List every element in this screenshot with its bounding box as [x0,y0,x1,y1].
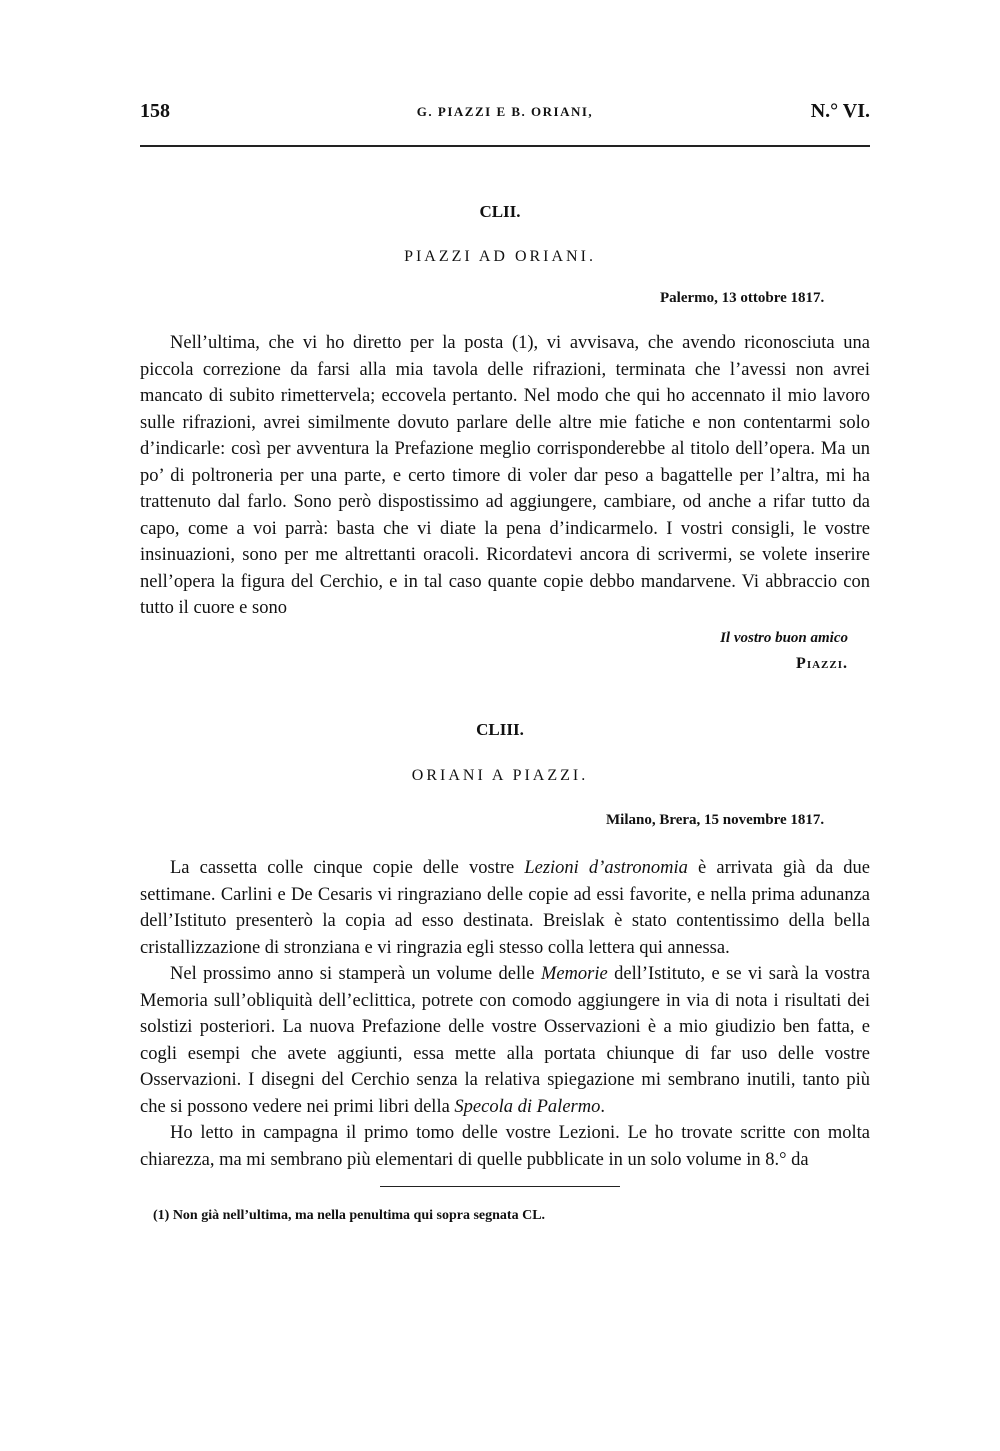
text-run: . [600,1096,605,1117]
letter-152-dateline: Palermo, 13 ottobre 1817. [660,290,825,306]
volume-number: N.° VI. [810,100,870,122]
text-run: dell’Istituto, e se vi sarà la vostra Memoria sull’obliquità dell’eclittica, potrete con comodo aggiungere in via di nota i risultati dei solstizi posteriori. La nuova Prefazione delle vostre Osservazioni è a mio giudizio ben fatta, e cogli esempi che avete aggiunti, essa mette alla portata chiunque di far uso delle vostre Osservazioni. I disegni del Cerchio senza la relativa spiegazione mi sembrano inutili, tanto più che si possono vedere nei primi libri della [140,964,870,1117]
letter-152-signature: Piazzi. [796,655,848,672]
book-title: Memorie [540,964,608,984]
page-number: 158 [140,100,170,122]
letter-152-body [140,330,870,622]
footnote-rule [380,1186,620,1187]
header-rule [140,145,870,147]
letter-152-number: CLII. [479,202,521,221]
footnote: (1) Non già nell’ultima, ma nella penultima qui sopra segnata CL. [153,1208,546,1223]
letter-153-paragraph-1 [140,855,870,961]
letter-153-paragraph-2 [140,961,870,1120]
book-title: Specola di Palermo [454,1096,601,1117]
text-run: Nel prossimo anno si stamperà un volume delle [170,964,541,984]
letter-153-heading: ORIANI A PIAZZI. [411,767,589,784]
running-head [140,100,870,130]
text-run: è arrivata già da due settimane. Carlini e De Cesaris vi ringraziano delle copie ad essi favorite, e nella prima adunanza dell’Istituto presenterò la copia ad esso destinata. Breislak è stato contentissimo della bella cristallizzazione di stronziana e vi ringrazia egli stesso colla lettera qui annessa. [140,858,870,958]
letter-153-number: CLIII. [476,720,524,739]
letter-152-heading: PIAZZI AD ORIANI. [404,248,596,265]
running-title: G. PIAZZI E B. ORIANI, [416,104,594,119]
book-title: Lezioni d’astronomia [524,858,688,878]
letter-153-dateline: Milano, Brera, 15 novembre 1817. [606,812,825,828]
letter-153-body [140,855,870,1173]
text-run: La cassetta colle cinque copie delle vostre [170,858,525,878]
letter-152-signoff: Il vostro buon amico [720,630,848,646]
letter-153-paragraph-3: Ho letto in campagna il primo tomo delle vostre Lezioni. Le ho trovate scritte con molta chiarezza, ma mi sembrano più elementari di quelle pubblicate in un solo volume in 8.° da [140,1123,870,1170]
letter-152-paragraph: Nell’ultima, che vi ho diretto per la posta (1), vi avvisava, che avendo riconosciuta una piccola correzione da farsi alla mia tavola delle rifrazioni, terminata che l’avessi non avrei mancato di subito rimettervela; eccovela pertanto. Nel modo che qui ho accennato il mio lavoro sulle rifrazioni, avrei similmente dovuto parlare delle altre mie fatiche e non contentarmi solo d’indicarle: così per avventura la Prefazione meglio corrisponderebbe al titolo dell’opera. Ma un po’ di poltroneria per una parte, e certo timore di voler dar peso a bagattelle per l’altra, mi ha trattenuto dal farlo. Sono però dispostissimo ad aggiungere, cambiare, od anche a rifar tutto da capo, come a voi parrà: basta che vi diate la pena d’indicarmelo. I vostri consigli, le vostre insinuazioni, sono per me altrettanti oracoli. Ricordatevi ancora di scrivermi, se volete inserire nell’opera la figura del Cerchio, e in tal caso quante copie debbo mandarvene. Vi abbraccio con tutto il cuore e sono [140,333,870,618]
